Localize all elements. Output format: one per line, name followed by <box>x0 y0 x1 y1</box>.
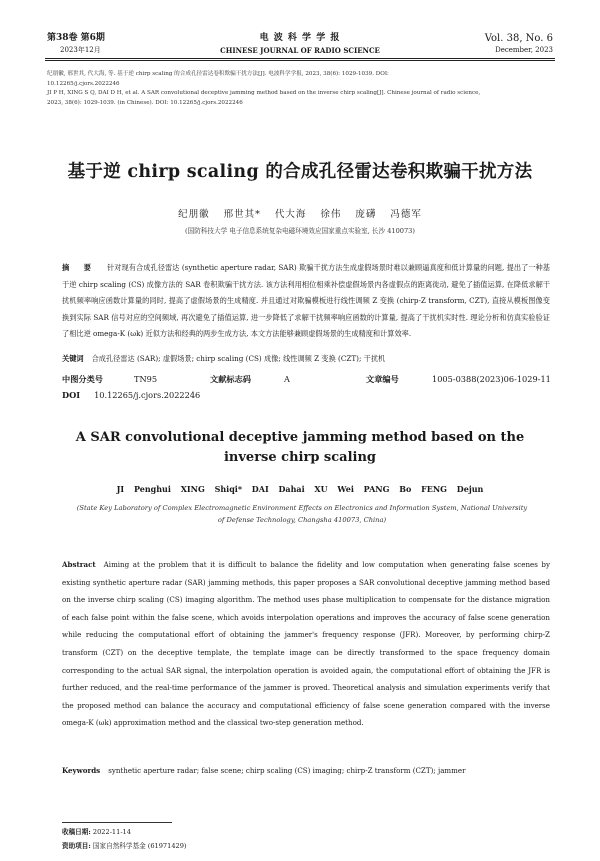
footnote-funding <box>62 840 186 852</box>
header-rule-thin <box>45 60 555 61</box>
title-en-line1: A SAR convolutional deceptive jamming method based on the <box>75 430 525 445</box>
received-value: 2022-11-14 <box>92 828 131 836</box>
title-en <box>0 428 600 468</box>
article-no-label: 文章编号 <box>366 374 399 384</box>
received-label: 收稿日期: <box>62 828 91 836</box>
keywords-cn-text: 合成孔径雷达 (SAR); 虚假场景; chirp scaling (CS) 成像; 线性调频 Z 变换 (CZT); 干扰机 <box>91 354 386 363</box>
header-date-en: December, 2023 <box>495 46 553 54</box>
doi-row <box>62 390 200 400</box>
abstract-cn-label: 摘 要 <box>62 263 98 272</box>
abstract-cn <box>62 260 550 343</box>
header-rule <box>45 58 555 59</box>
doi-label: DOI <box>62 390 81 400</box>
keywords-en <box>62 764 550 778</box>
affiliation-en <box>62 502 542 526</box>
abstract-en-text: Aiming at the problem that it is difficult to balance the fidelity and low computation when generating false scenes by existing synthetic aperture radar (SAR) jamming methods, this paper proposes a SAR convolutional deceptive jamming method based on the inverse chirp scaling (CS) imaging algorithm. The method uses phase multiplication to compensate for the distance migration of each false point within the false scene, which avoids interpolation operations and improves the accuracy of false scene generation while reducing the computational effort of obtaining the jammer's frequency response (JFR). Moreover, by performing chirp-Z transform (CZT) on the deceptive template, the template image can be directly transformed to the space frequency domain corresponding to the actual SAR signal, the interpolation operation is avoided again, the computational effort of obtaining the JFR is further reduced, and the real-time performance of the jammer is proved. Theoretical analysis and simulation experiments verify that the proposed method can balance the accuracy and computational efficiency of false scene generation compared with the inverse omega-K (ωk) approximation method and the classical two-step generation method. <box>62 560 550 728</box>
citation-cn-line2: 10.12265/j.cjors.2022246 <box>47 80 120 87</box>
abstract-en <box>62 556 550 732</box>
article-no-value: 1005-0388(2023)06-1029-11 <box>432 374 551 384</box>
footnote-received <box>62 826 131 838</box>
keywords-cn <box>62 351 550 367</box>
authors-en: JI Penghui XING Shiqi* DAI Dahai XU Wei PANG Bo FENG Dejun <box>116 484 484 494</box>
journal-name-cn: 电 波 科 学 学 报 <box>259 33 341 43</box>
title-cn: 基于逆 chirp scaling 的合成孔径雷达卷积欺骗干扰方法 <box>67 162 533 182</box>
header-volume-en: Vol. 38, No. 6 <box>484 33 553 44</box>
footnote-rule <box>62 822 172 823</box>
clc-value: TN95 <box>134 374 158 384</box>
citation-en-line2: 2023, 38(6): 1029-1039. (in Chinese). DOI: 10.12265/j.cjors.2022246 <box>47 99 243 106</box>
abstract-en-label: Abstract <box>62 560 96 569</box>
title-en-line2: inverse chirp scaling <box>223 450 377 465</box>
citation-en-line1: JI P H, XING S Q, DAI D H, et al. A SAR convolutional deceptive jamming method based on the inverse chirp scaling[J]. Chinese journal of radio science, <box>47 90 481 97</box>
abstract-cn-text: 针对现有合成孔径雷达 (synthetic aperture radar, SAR) 欺骗干扰方法生成虚假场景时难以兼顾逼真度和低计算量的问题, 提出了一种基于逆 chirp scaling (CS) 成像方法的 SAR 卷积欺骗干扰方法. 该方法利用相位相乘补偿虚假场景内各虚假点的距离徙动, 避免了插值运算, 在降低求解干扰机频率响应函数计算量的同时, 提高了虚假场景的生成精度. 并且通过对欺骗模板进行线性调频 Z 变换 (chirp-Z transform, CZT), 直接从模板图像变换到实际 SAR 信号对应的空间频域, 再次避免了插值运算, 进一步降低了求解干扰频率响应函数的计算量, 提高了干扰机实时性. 理论分析和仿真实验验证了相比逆 omega-K (ωk) 近似方法和经典的两步生成方法, 本文方法能够兼顾虚假场景的生成精度和计算效率. <box>62 263 550 339</box>
affiliation-en-line1: (State Key Laboratory of Complex Electromagnetic Environment Effects on Electronics and Information System, National University <box>76 504 528 512</box>
citation-cn-line1: 纪朋徽, 邢世其, 代大海, 等. 基于逆 chirp scaling 的合成孔径雷达卷积欺骗干扰方法[J]. 电波科学学报, 2023, 38(6): 1029-1039. DOI: <box>47 71 389 77</box>
affiliation-en-line2: of Defense Technology, Changsha 410073, China) <box>217 516 387 524</box>
clc-label: 中图分类号 <box>62 374 103 384</box>
keywords-en-label: Keywords <box>62 766 101 775</box>
doc-code-label: 文献标志码 <box>210 374 251 384</box>
classification-row <box>62 374 550 390</box>
authors-cn: 纪朋徽 邢世其* 代大海 徐伟 庞礴 冯德军 <box>178 209 422 220</box>
doc-code-value: A <box>284 374 290 384</box>
funding-label: 资助项目: <box>62 842 91 850</box>
journal-name-en: CHINESE JOURNAL OF RADIO SCIENCE <box>220 46 380 55</box>
doi-value: 10.12265/j.cjors.2022246 <box>94 390 201 400</box>
keywords-en-text: synthetic aperture radar; false scene; chirp scaling (CS) imaging; chirp-Z transform (CZT); jammer <box>108 766 466 775</box>
affiliation-cn: (国防科技大学 电子信息系统复杂电磁环境效应国家重点实验室, 长沙 410073) <box>185 227 415 235</box>
header-date-cn: 2023年12月 <box>60 46 101 54</box>
header-volume-cn: 第38卷 第6期 <box>47 33 105 43</box>
funding-value: 国家自然科学基金 (61971429) <box>92 842 187 850</box>
keywords-cn-label: 关键词 <box>62 354 84 363</box>
citation-block <box>47 70 557 108</box>
